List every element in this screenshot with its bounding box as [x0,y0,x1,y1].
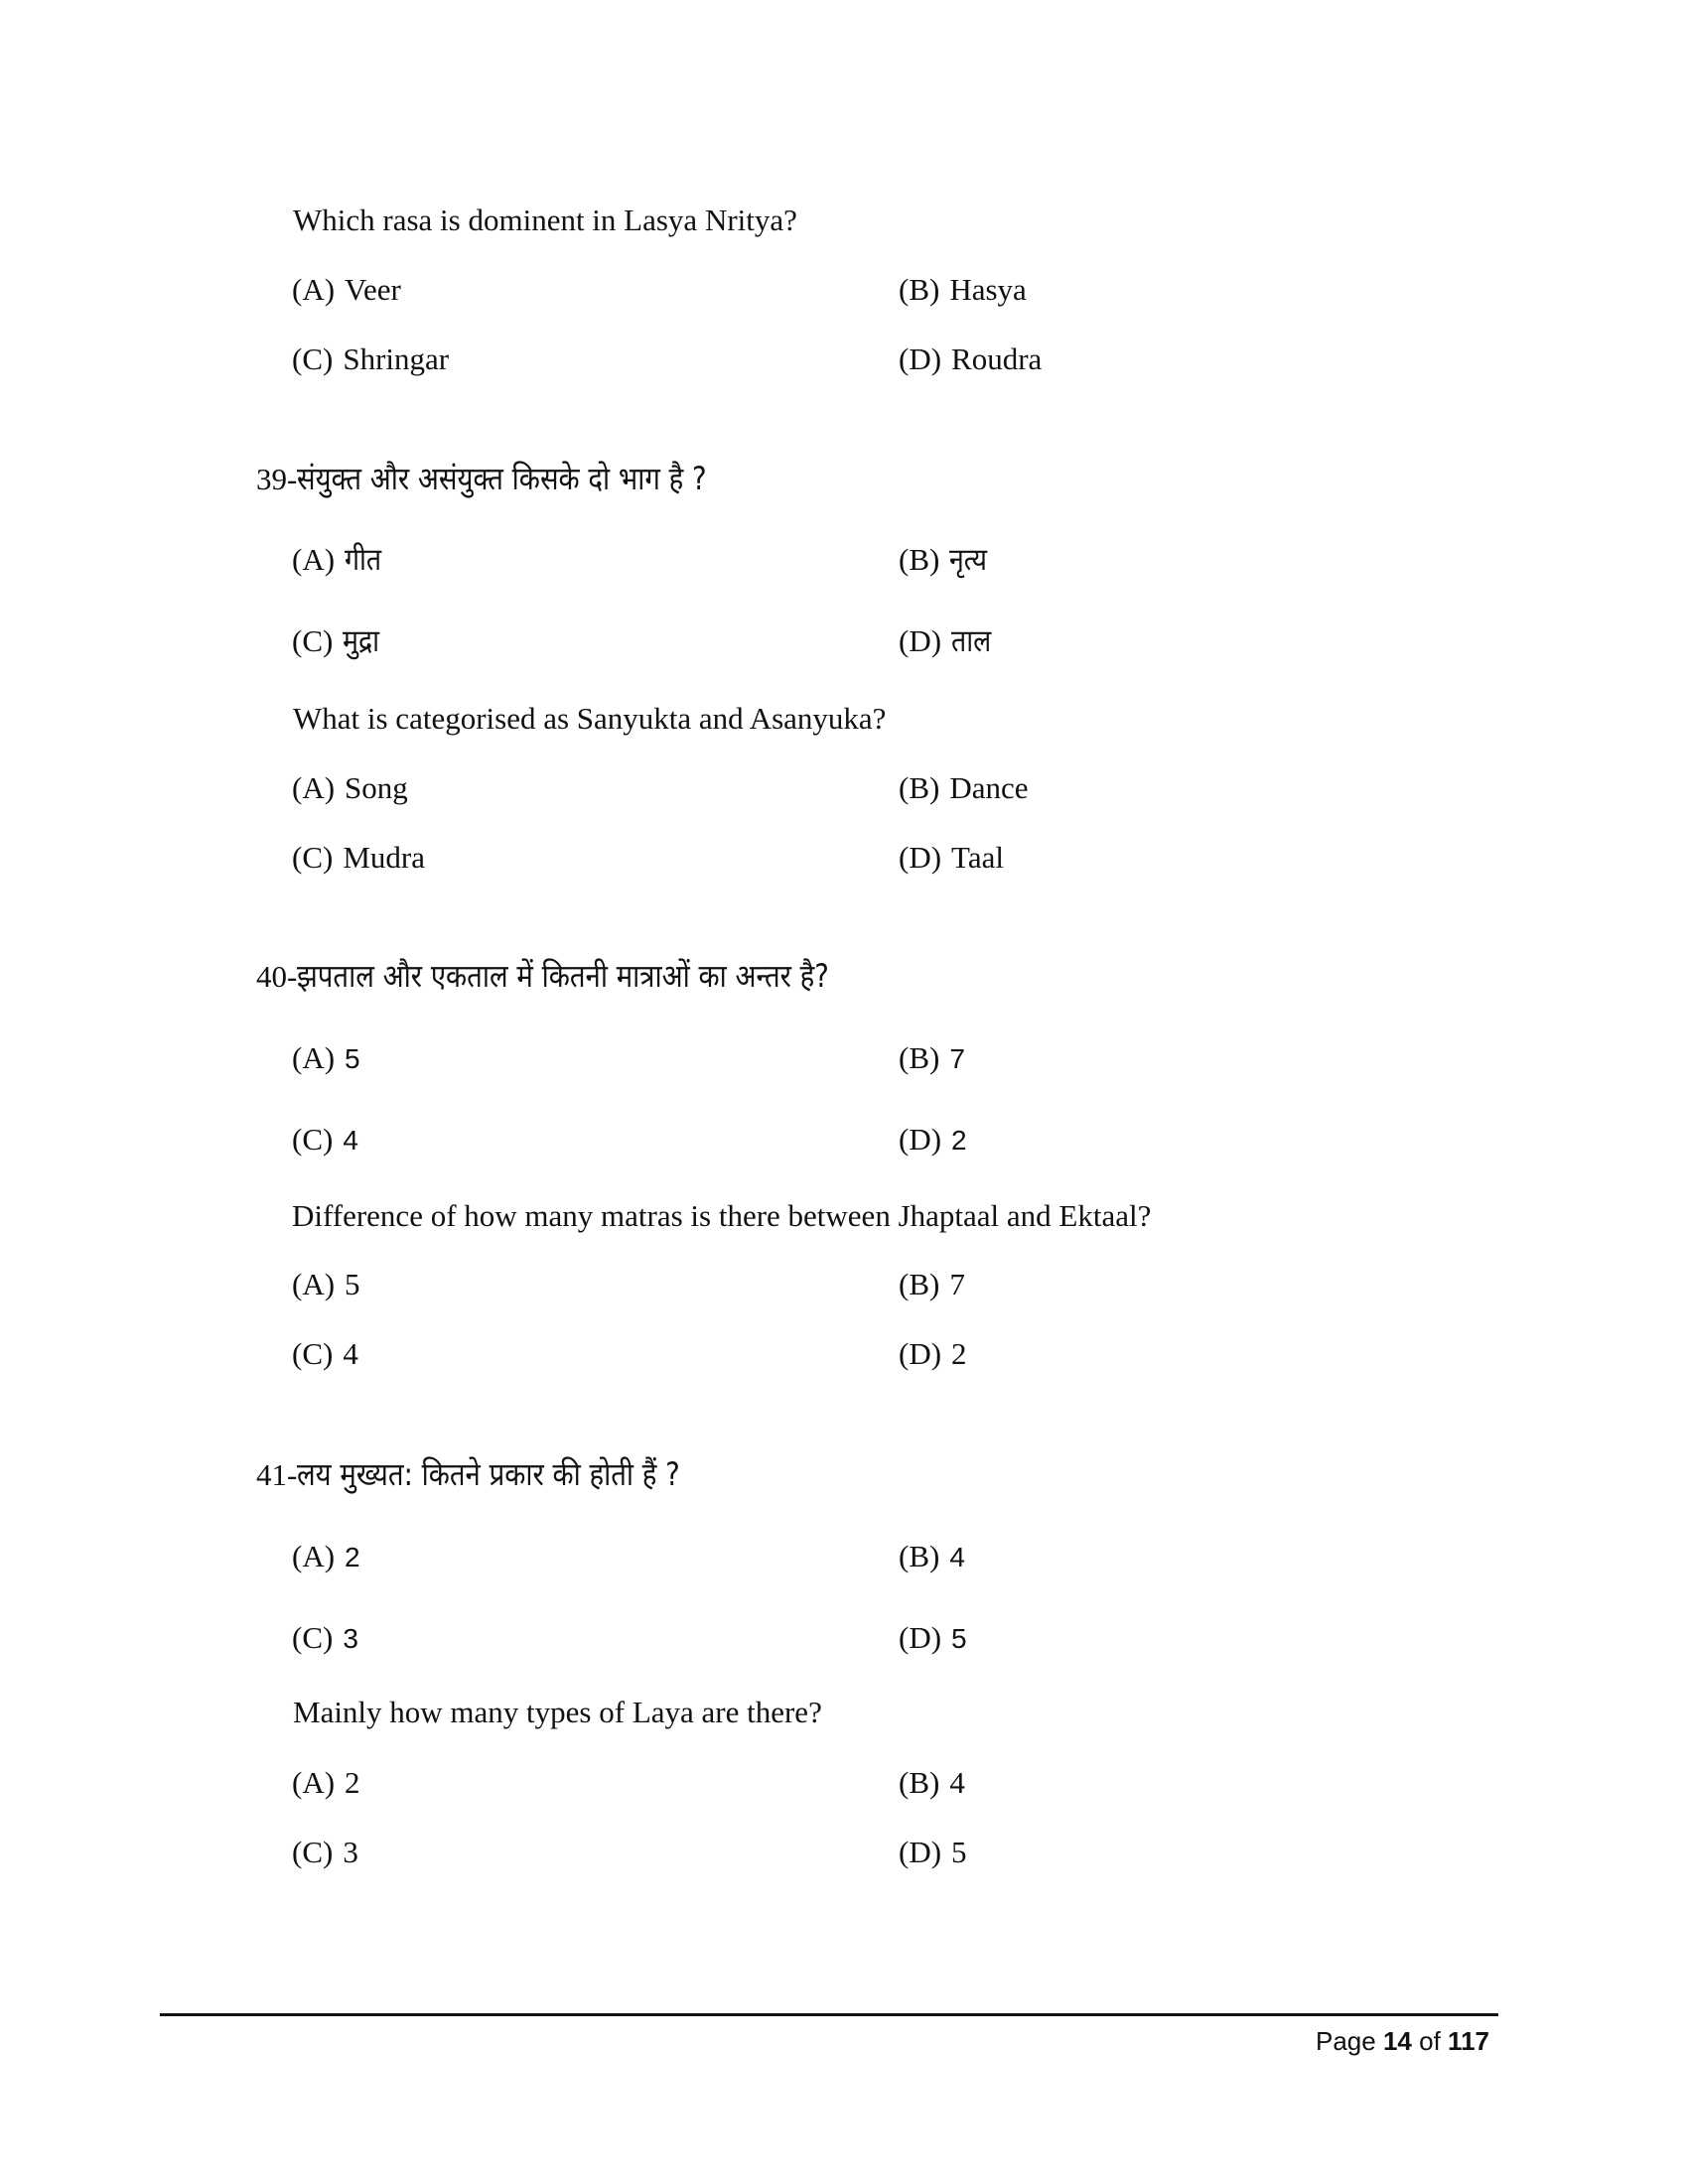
option-value: 2 [951,1336,967,1371]
option-label: (B) [899,1267,940,1301]
option-value: 4 [343,1336,358,1371]
option-label: (D) [899,341,942,376]
option-value: 5 [345,1043,360,1074]
option-label: (A) [292,770,336,805]
option-value: Taal [951,840,1004,875]
q39-hi-option-b [899,542,994,578]
q39-en-option-c [292,840,425,876]
option-value: गीत [345,542,382,578]
option-label: (B) [899,542,940,577]
option-value: 7 [949,1043,965,1074]
option-label: (C) [292,341,334,376]
page-number [1316,2025,1489,2057]
option-label: (A) [292,1040,336,1075]
option-value: 4 [949,1765,965,1800]
option-value: Shringar [343,341,450,376]
option-value: 3 [343,1623,358,1654]
question-39-english-text: What is categorised as Sanyukta and Asanyuka? [293,701,887,736]
option-value: 2 [345,1542,360,1572]
q41-en-option-d [899,1835,967,1870]
question-40-hindi [256,956,915,996]
q40-en-option-d [899,1336,967,1372]
option-label: (D) [899,1122,942,1157]
option-value: 5 [951,1835,967,1869]
option-value: Song [345,770,408,805]
page-prefix: Page [1316,2026,1376,2056]
q39-en-option-a [292,770,408,806]
q41-hi-option-d [899,1620,967,1657]
q40-hi-option-b [899,1040,965,1077]
q40-hi-option-d [899,1122,967,1159]
q41-en-option-c [292,1835,358,1870]
option-label: (A) [292,272,336,307]
option-value: Hasya [949,272,1027,307]
option-value: Roudra [951,341,1043,376]
option-value: 7 [949,1267,965,1301]
q40-en-option-b [899,1267,965,1302]
question-number: 41- [256,1457,298,1492]
q41-hi-option-c [292,1620,358,1657]
option-value: Dance [949,770,1029,805]
option-value: मुद्रा [343,623,380,659]
question-39-hindi-text: संयुक्त और असंयुक्त किसके दो भाग है ? [297,460,707,497]
q39-hi-option-a [292,542,387,578]
q39-en-option-b [899,770,1029,806]
option-value: 4 [949,1542,965,1572]
question-38-english-text: Which rasa is dominent in Lasya Nritya? [293,203,797,237]
question-39-hindi [256,459,774,498]
option-value: 5 [951,1623,967,1654]
q39-en-option-d [899,840,1004,876]
option-label: (A) [292,542,336,577]
option-label: (C) [292,1122,334,1157]
q41-en-option-a [292,1765,360,1801]
option-label: (A) [292,1539,336,1573]
option-label: (D) [899,1835,942,1869]
q38-en-option-b [899,272,1027,308]
option-label: (B) [899,1040,940,1075]
question-40-english-text: Difference of how many matras is there between Jhaptaal and Ektaal? [292,1198,1152,1233]
q41-hi-option-b [899,1539,965,1575]
question-number: 39- [256,462,298,496]
option-label: (C) [292,623,334,658]
q40-en-option-c [292,1336,358,1372]
q38-en-option-c [292,341,449,377]
option-value: 2 [345,1765,360,1800]
q39-hi-option-c [292,623,385,659]
option-label: (C) [292,1336,334,1371]
option-label: (A) [292,1267,336,1301]
q40-hi-option-c [292,1122,358,1159]
option-value: 3 [343,1835,358,1869]
of-label: of [1419,2026,1441,2056]
total-pages: 117 [1448,2026,1489,2056]
q41-hi-option-a [292,1539,360,1575]
option-value: Mudra [343,840,425,875]
option-value: 4 [343,1125,358,1156]
option-value: 5 [345,1267,360,1301]
option-label: (C) [292,1835,334,1869]
q41-en-option-b [899,1765,965,1801]
question-number: 40- [256,959,298,994]
footer-divider [160,2013,1498,2016]
option-value: नृत्य [949,542,988,578]
option-value: Veer [345,272,401,307]
option-label: (C) [292,1620,334,1655]
question-40-hindi-text: झपताल और एकताल में कितनी मात्राओं का अन्तर है? [297,957,830,995]
question-41-hindi-text: लय मुख्यत: कितने प्रकार की होती हैं ? [297,1455,681,1493]
option-label: (C) [292,840,334,875]
option-label: (A) [292,1765,336,1800]
option-label: (B) [899,272,940,307]
option-value: 2 [951,1125,967,1156]
question-41-english-text: Mainly how many types of Laya are there? [293,1695,822,1729]
question-41-hindi [256,1454,743,1494]
q40-hi-option-a [292,1040,360,1077]
current-page: 14 [1382,2026,1412,2056]
q39-hi-option-d [899,623,998,659]
option-label: (D) [899,623,942,658]
option-label: (D) [899,1336,942,1371]
option-label: (B) [899,1539,940,1573]
q38-en-option-a [292,272,401,308]
q40-en-option-a [292,1267,360,1302]
option-label: (B) [899,770,940,805]
option-value: ताल [951,623,992,659]
option-label: (B) [899,1765,940,1800]
q38-en-option-d [899,341,1042,377]
option-label: (D) [899,840,942,875]
option-label: (D) [899,1620,942,1655]
